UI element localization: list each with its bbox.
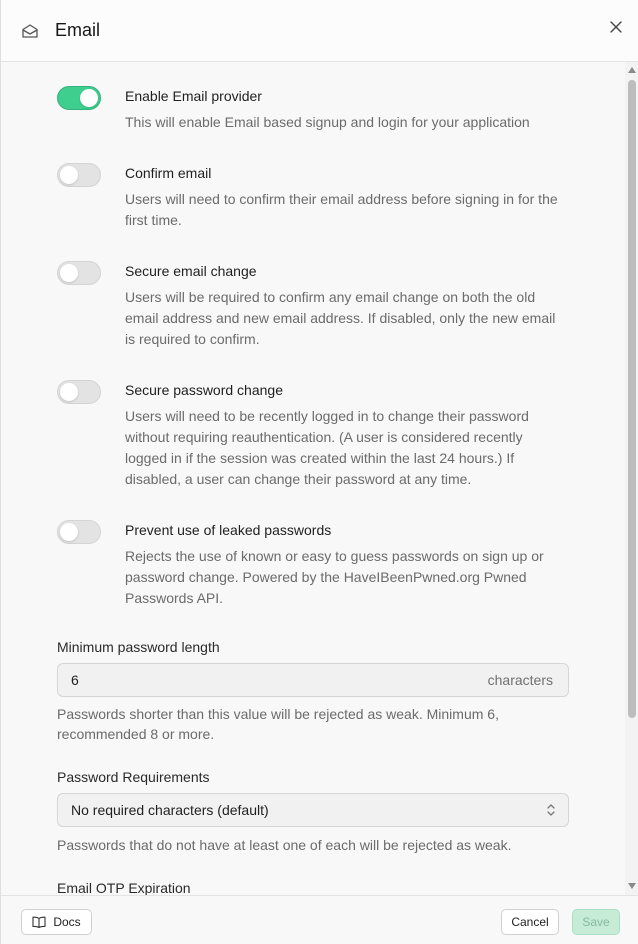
close-button[interactable] — [605, 16, 627, 38]
setting-description: This will enable Email based signup and login for your application — [125, 114, 530, 130]
setting-label: Confirm email — [125, 165, 212, 181]
setting-label: Enable Email provider — [125, 88, 262, 104]
password-requirements-label: Password Requirements — [57, 769, 210, 785]
scroll-up-arrow-icon[interactable] — [628, 67, 636, 73]
toggle-knob — [60, 166, 78, 184]
mail-open-icon — [21, 23, 39, 39]
min-password-length-value: 6 — [71, 672, 79, 688]
confirm-email-toggle[interactable] — [57, 163, 101, 187]
cancel-button-label: Cancel — [511, 915, 549, 929]
setting-description: Users will be required to confirm any email change on both the old email address and new email address. If disabled, only the new email is required to confirm. — [125, 289, 556, 347]
prevent-leaked-passwords-toggle[interactable] — [57, 520, 101, 544]
setting-description: Rejects the use of known or easy to guess passwords on sign up or password change. Powered by the HaveIBeenPwned.org Pwned Passwords API. — [125, 548, 544, 606]
secure-email-change-toggle[interactable] — [57, 261, 101, 285]
setting-description: Users will need to be recently logged in to change their password without requiring reauthentication. (A user is considered recently logged in if the session was created within the last 24 hours.) If disabled, a user can change their password at any time. — [125, 408, 529, 487]
setting-description: Users will need to confirm their email address before signing in for the first time. — [125, 191, 558, 228]
docs-button[interactable] — [21, 909, 92, 935]
close-icon — [610, 21, 622, 33]
setting-label: Secure email change — [125, 263, 257, 279]
panel-title: Email — [55, 20, 101, 40]
setting-prevent-leaked-passwords — [57, 520, 577, 610]
secure-password-change-toggle[interactable] — [57, 380, 101, 404]
toggle-knob — [60, 264, 78, 282]
password-requirements-select[interactable] — [57, 793, 569, 827]
save-button-label: Save — [582, 915, 610, 929]
docs-button-label: Docs — [53, 915, 81, 929]
setting-label: Secure password change — [125, 382, 283, 398]
panel-footer — [1, 895, 638, 944]
setting-label: Prevent use of leaked passwords — [125, 522, 332, 538]
toggle-knob — [60, 383, 78, 401]
setting-confirm-email — [57, 163, 577, 233]
scroll-down-arrow-icon[interactable] — [628, 883, 636, 889]
toggle-knob — [60, 523, 78, 541]
settings-content — [1, 62, 623, 895]
enable-email-provider-toggle[interactable] — [57, 86, 101, 110]
scrollbar-thumb[interactable] — [628, 80, 636, 718]
min-password-length-help: Passwords shorter than this value will be rejected as weak. Minimum 6, recommended 8 or more. — [57, 706, 499, 742]
cancel-button[interactable] — [501, 909, 559, 935]
min-password-length-label: Minimum password length — [57, 639, 220, 655]
password-requirements-help: Passwords that do not have at least one of each will be rejected as weak. — [57, 837, 512, 853]
input-suffix: characters — [487, 672, 553, 688]
setting-enable-email-provider — [57, 86, 577, 136]
chevron-up-down-icon — [546, 802, 556, 818]
min-password-length-input[interactable] — [57, 663, 569, 697]
book-open-icon — [32, 916, 46, 928]
save-button[interactable] — [572, 909, 620, 935]
toggle-knob — [80, 89, 98, 107]
email-otp-expiration-label: Email OTP Expiration — [57, 880, 191, 895]
password-requirements-selected: No required characters (default) — [71, 802, 269, 818]
setting-secure-password-change — [57, 380, 577, 490]
panel-header — [1, 0, 638, 62]
setting-secure-email-change — [57, 261, 577, 351]
